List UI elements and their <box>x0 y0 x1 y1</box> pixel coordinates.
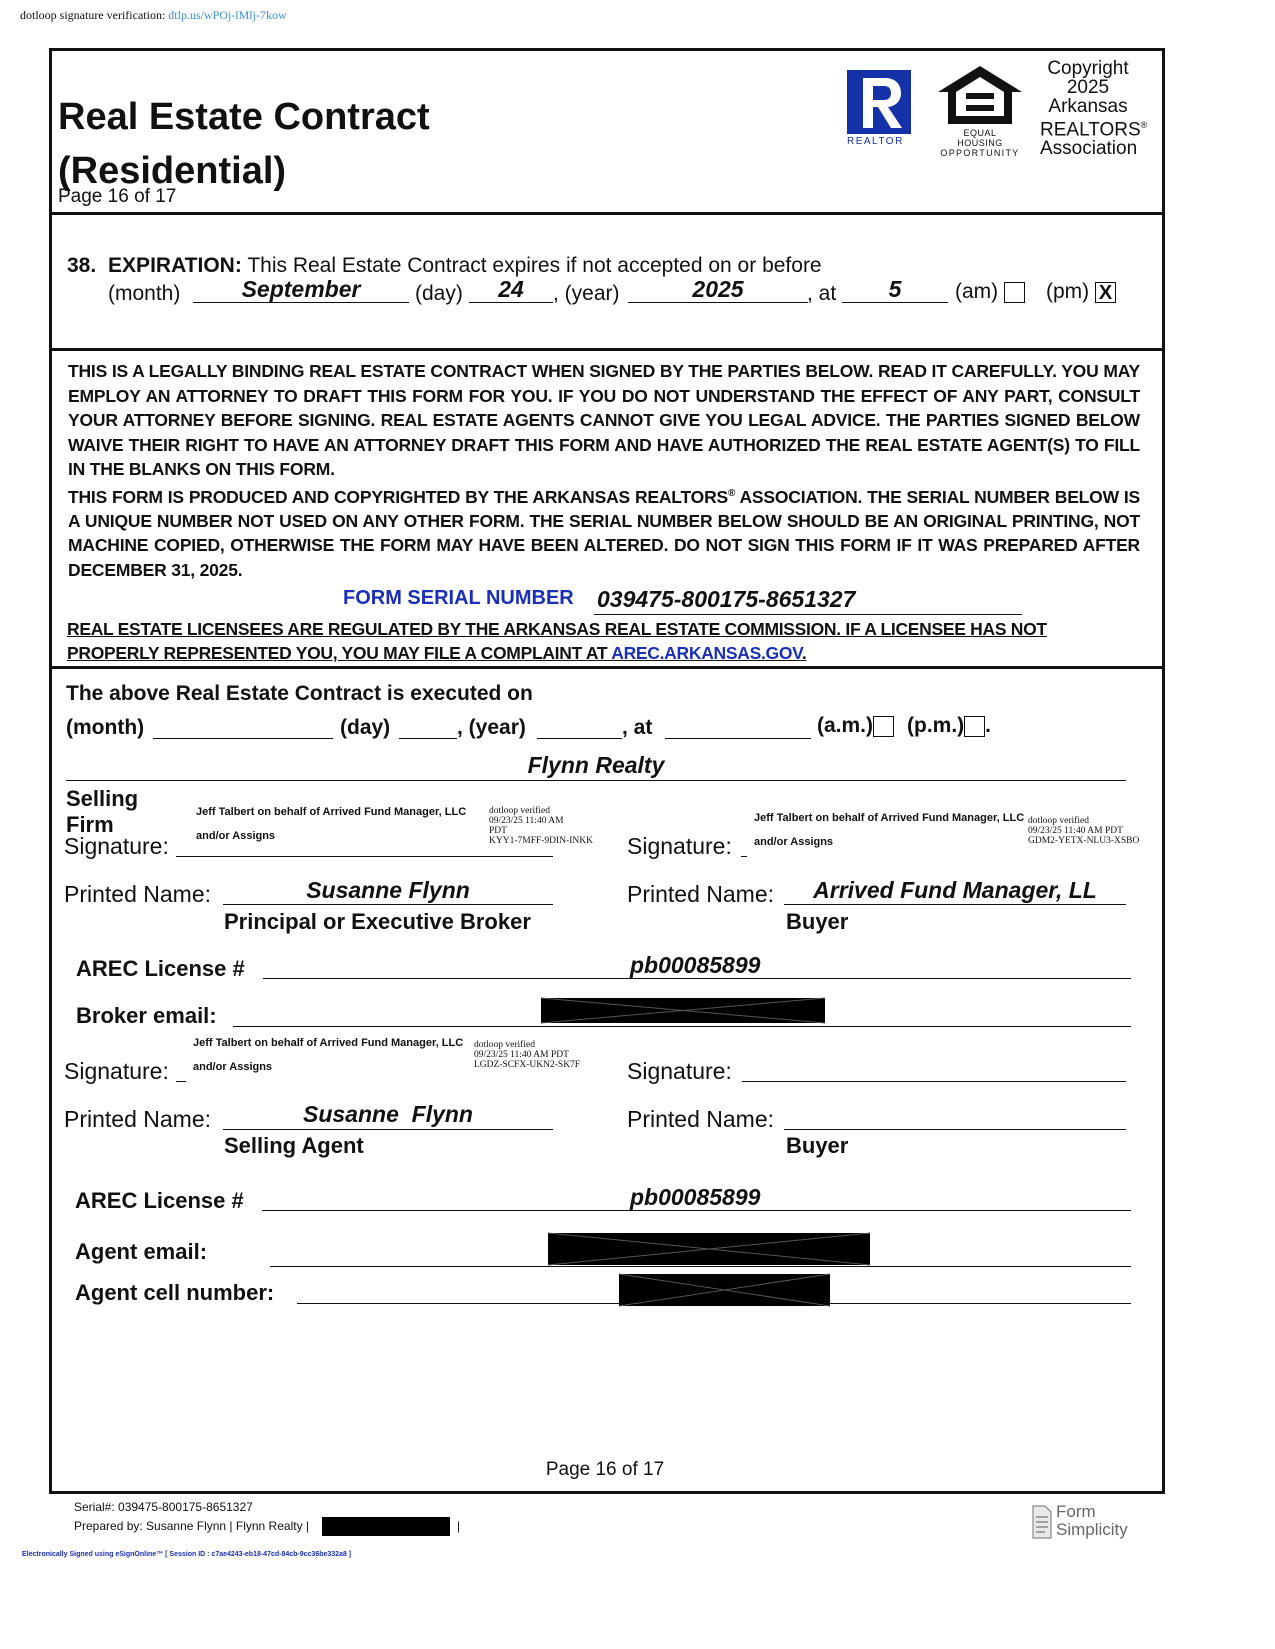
realtor-r-icon <box>847 70 911 134</box>
arec-notice-line-2-text: PROPERLY REPRESENTED YOU, YOU MAY FILE A COMPLAINT AT <box>67 643 612 663</box>
execution-heading: The above Real Estate Contract is executed on <box>66 682 533 705</box>
arec-notice-end: . <box>801 643 807 663</box>
execution-month-label: (month) <box>66 716 145 739</box>
buyer1-signer-name: Jeff Talbert on behalf of Arrived Fund Manager, LLC <box>754 812 1025 824</box>
agent-dotloop-code: LGDZ-SCFX-UKN2-SK7F <box>474 1060 581 1070</box>
expiration-am <box>955 280 1025 304</box>
expiration-line-1 <box>67 254 822 278</box>
buyer2-printed-name-label: Printed Name: <box>627 1106 775 1132</box>
copyright-block <box>1040 58 1148 160</box>
buyer1-dotloop-code: GDM2-YETX-NLU3-XSBO <box>1028 836 1140 846</box>
agent-cell-redaction <box>619 1274 830 1306</box>
agent-cell-label: Agent cell number: <box>75 1280 275 1305</box>
legal-paragraph-2: THIS FORM IS PRODUCED AND COPYRIGHTED BY THE ARKANSAS REALTORS® ASSOCIATION. THE SERIAL NUMBER BELOW IS A UNIQUE NUMBER NOT USED ON ANY OTHER FORM. THE SERIAL NUMBER BELOW SHOULD BE AN ORIGINAL PRINTING, NOT MACHINE COPIED, OTHERWISE THE FORM MAY HAVE BEEN ALTERED. DO NOT SIGN THIS FORM IF IT WAS PREPARED AFTER DECEMBER 31, 2025. <box>68 486 1140 580</box>
agent-signer-name: Jeff Talbert on behalf of Arrived Fund Manager, LLC <box>193 1037 464 1049</box>
broker-email-redaction <box>541 998 825 1023</box>
buyer2-signature-line[interactable] <box>742 1081 1126 1082</box>
title-line-2: (Residential) <box>58 150 287 192</box>
broker-dotloop-stamp <box>489 806 593 846</box>
buyer1-dotloop-stamp <box>1028 816 1139 846</box>
execution-at-label: , at <box>622 716 653 739</box>
buyer1-printed-name-label: Printed Name: <box>627 881 775 907</box>
agent-dotloop-verified: dotloop verified <box>474 1040 535 1050</box>
expiration-number: 38. <box>67 254 97 277</box>
broker-signature-line[interactable] <box>176 856 553 857</box>
expiration-pm-label: (pm) <box>1046 280 1090 303</box>
serial-number-value: 039475-800175-8651327 <box>597 586 856 612</box>
execution-day-line[interactable] <box>399 738 457 739</box>
arec-notice <box>67 617 1047 665</box>
agent-printed-name-value[interactable]: Susanne Flynn <box>303 1101 473 1127</box>
buyer1-signature-label: Signature: <box>627 833 732 859</box>
verification-line <box>20 8 287 23</box>
redaction-cross-icon <box>541 998 825 1023</box>
title-line-1: Real Estate Contract <box>58 96 430 138</box>
execution-time-line[interactable] <box>665 738 811 739</box>
broker-email-label: Broker email: <box>76 1003 217 1028</box>
execution-am-checkbox[interactable] <box>873 716 894 737</box>
copyright-year: 2025 <box>1066 77 1110 98</box>
buyer1-signature-line[interactable] <box>741 856 747 857</box>
realtor-logo-text: REALTOR <box>847 136 904 147</box>
execution-pm <box>907 714 991 738</box>
expiration-pm <box>1046 280 1116 304</box>
arec-notice-line-2 <box>67 641 1047 665</box>
agent-email-redaction <box>548 1233 870 1265</box>
buyer1-dotloop-datetime: 09/23/25 11:40 AM PDT <box>1028 826 1123 836</box>
copyright-realtors-line: REALTORS® <box>1040 119 1148 141</box>
legal-paragraph-2b: ASSOCIATION. THE SERIAL NUMBER BELOW IS A UNIQUE NUMBER NOT USED ON ANY OTHER FORM. THE SERIAL NUMBER BELOW SHOULD BE AN ORIGINAL PRINTING, NOT MACHINE COPIED, OTHERWISE THE FORM MAY HAVE BEEN ALTERED. DO NOT SIGN THIS FORM IF IT WAS PREPARED AFTER DECEMBER 31, 2025. <box>68 486 1140 580</box>
legal-paragraph-2a: THIS FORM IS PRODUCED AND COPYRIGHTED BY THE ARKANSAS REALTORS <box>68 486 728 507</box>
header-divider <box>49 212 1165 215</box>
agent-email-label: Agent email: <box>75 1239 208 1264</box>
expiration-month-label: (month) <box>108 282 181 305</box>
expiration-text: This Real Estate Contract expires if not accepted on or before <box>247 254 822 277</box>
equal-housing-logo <box>936 64 1026 158</box>
formsimplicity-text <box>1056 1503 1128 1539</box>
agent-dotloop-stamp <box>474 1040 580 1070</box>
broker-dotloop-tz: PDT <box>489 826 507 836</box>
agent-email-line <box>270 1266 1131 1267</box>
agent-role: Selling Agent <box>224 1133 364 1158</box>
agent-printed-name-label: Printed Name: <box>64 1106 212 1132</box>
expiration-year-label: , (year) <box>553 282 620 305</box>
broker-printed-name-value[interactable]: Susanne Flynn <box>306 877 470 903</box>
buyer1-signer-assigns: and/or Assigns <box>754 836 834 848</box>
broker-role: Principal or Executive Broker <box>224 909 531 934</box>
broker-printed-name-label: Printed Name: <box>64 881 212 907</box>
copyright-association: Association <box>1040 138 1138 160</box>
expiration-divider <box>49 348 1165 351</box>
agent-printed-name-line <box>223 1129 553 1130</box>
copyright-realtors: REALTORS <box>1040 119 1141 141</box>
footer-prepared-by: Prepared by: Susanne Flynn | Flynn Realty | <box>74 1519 310 1533</box>
expiration-year-value[interactable]: 2025 <box>692 276 744 302</box>
legal-paragraph-1: THIS IS A LEGALLY BINDING REAL ESTATE CONTRACT WHEN SIGNED BY THE PARTIES BELOW. READ IT CAREFULLY. YOU MAY EMPLOY AN ATTORNEY TO DRAFT THIS FORM FOR YOU. IF YOU DO NOT UNDERSTAND THE EFFECT OF ANY PART, CONSULT YOUR ATTORNEY BEFORE SIGNING. REAL ESTATE AGENTS CANNOT GIVE YOU LEGAL ADVICE. THE PARTIES SIGNED BELOW WAIVE THEIR RIGHT TO HAVE AN ATTORNEY DRAFT THIS FORM AND HAVE AUTHORIZED THE REAL ESTATE AGENT(S) TO FILL IN THE BLANKS ON THIS FORM. <box>68 361 1140 479</box>
legal-divider <box>49 666 1165 669</box>
equal-housing-text-2: OPPORTUNITY <box>940 148 1020 158</box>
broker-signer-name: Jeff Talbert on behalf of Arrived Fund Manager, LLC <box>196 806 467 818</box>
serial-number-label: FORM SERIAL NUMBER <box>343 587 574 609</box>
broker-signature-label: Signature: <box>64 833 169 859</box>
agent-signature-label: Signature: <box>64 1058 169 1084</box>
formsimplicity-document-icon <box>1032 1505 1052 1539</box>
buyer1-printed-name-line <box>784 904 1126 905</box>
broker-email-line <box>233 1026 1131 1027</box>
expiration-day-value[interactable]: 24 <box>498 276 524 302</box>
copyright-state: Arkansas <box>1048 96 1128 117</box>
footer-page-number: Page 16 of 17 <box>545 1459 665 1480</box>
execution-day-label: (day) <box>340 716 391 739</box>
broker-signer-assigns: and/or Assigns <box>196 830 276 842</box>
equal-housing-house-icon <box>936 64 1024 126</box>
buyer2-printed-name-line[interactable] <box>784 1129 1126 1130</box>
execution-am <box>817 714 894 738</box>
broker-dotloop-verified: dotloop verified <box>489 806 550 816</box>
buyer1-printed-name-value[interactable]: Arrived Fund Manager, LL <box>813 877 1097 903</box>
expiration-pm-checkbox[interactable]: X <box>1095 282 1116 303</box>
selling-firm-label: Selling Firm <box>66 786 139 837</box>
broker-license-label: AREC License # <box>76 956 245 981</box>
expiration-am-checkbox[interactable] <box>1004 282 1025 303</box>
verification-label: dotloop signature verification: <box>20 8 166 22</box>
expiration-heading: EXPIRATION: <box>108 254 242 277</box>
footer-pipe: | <box>457 1519 461 1533</box>
page-title <box>58 90 430 198</box>
agent-license-value[interactable]: pb00085899 <box>630 1184 761 1210</box>
execution-pm-label: (p.m.) <box>907 714 965 737</box>
execution-year-label: , (year) <box>457 716 526 739</box>
legal-notice <box>68 359 1140 582</box>
verification-link[interactable]: dtlp.us/wPOj-lMlj-7kow <box>168 8 287 22</box>
execution-pm-checkbox[interactable] <box>964 716 985 737</box>
serial-number-line <box>594 614 1022 615</box>
buyer2-role: Buyer <box>786 1133 849 1158</box>
footer-serial: Serial#: 039475-800175-8651327 <box>74 1500 253 1514</box>
agent-signer-assigns: and/or Assigns <box>193 1061 273 1073</box>
selling-firm-value[interactable]: Flynn Realty <box>527 752 665 778</box>
agent-license-label: AREC License # <box>75 1188 244 1213</box>
header-page-number: Page 16 of 17 <box>58 186 177 207</box>
execution-end: . <box>985 714 991 737</box>
execution-am-label: (a.m.) <box>817 714 874 737</box>
footer-redaction <box>322 1517 450 1536</box>
equal-housing-text-1: EQUAL HOUSING <box>957 128 1003 148</box>
expiration-am-label: (am) <box>955 280 999 303</box>
esign-notice: Electronically Signed using eSignOnline™ [ Session ID : c7ae4243-eb18-47cd-84cb-9cc36be332a8 ] <box>22 1551 352 1558</box>
realtor-logo <box>847 70 917 150</box>
broker-printed-name-line <box>223 904 553 905</box>
redaction-cross-icon <box>619 1274 830 1306</box>
equal-housing-text <box>940 128 1020 158</box>
buyer1-role: Buyer <box>786 909 849 934</box>
buyer2-signature-label: Signature: <box>627 1058 732 1084</box>
arec-notice-line-1: REAL ESTATE LICENSEES ARE REGULATED BY THE ARKANSAS REAL ESTATE COMMISSION. IF A LICENSEE HAS NOT <box>67 619 1047 639</box>
broker-dotloop-code: KYY1-7MFF-9DIN-INKK <box>489 836 593 846</box>
agent-dotloop-datetime: 09/23/25 11:40 AM PDT <box>474 1050 569 1060</box>
formsimplicity-word-2: Simplicity <box>1056 1520 1128 1539</box>
redaction-cross-icon <box>548 1233 870 1265</box>
arec-link[interactable]: AREC.ARKANSAS.GOV <box>611 643 802 663</box>
execution-year-line[interactable] <box>537 738 622 739</box>
copyright-word: Copyright <box>1047 58 1129 79</box>
buyer1-dotloop-verified: dotloop verified <box>1028 816 1089 826</box>
execution-month-line[interactable] <box>153 738 333 739</box>
expiration-at-label: , at <box>807 282 837 305</box>
expiration-time-value[interactable]: 5 <box>888 276 902 302</box>
broker-license-value[interactable]: pb00085899 <box>630 952 761 978</box>
broker-dotloop-datetime: 09/23/25 11:40 AM <box>489 816 564 826</box>
expiration-day-label: (day) <box>415 282 463 305</box>
expiration-month-value[interactable]: September <box>241 276 361 302</box>
selling-firm-line <box>66 780 1126 781</box>
agent-signature-line[interactable] <box>176 1081 186 1082</box>
formsimplicity-word-1: Form <box>1056 1502 1096 1521</box>
